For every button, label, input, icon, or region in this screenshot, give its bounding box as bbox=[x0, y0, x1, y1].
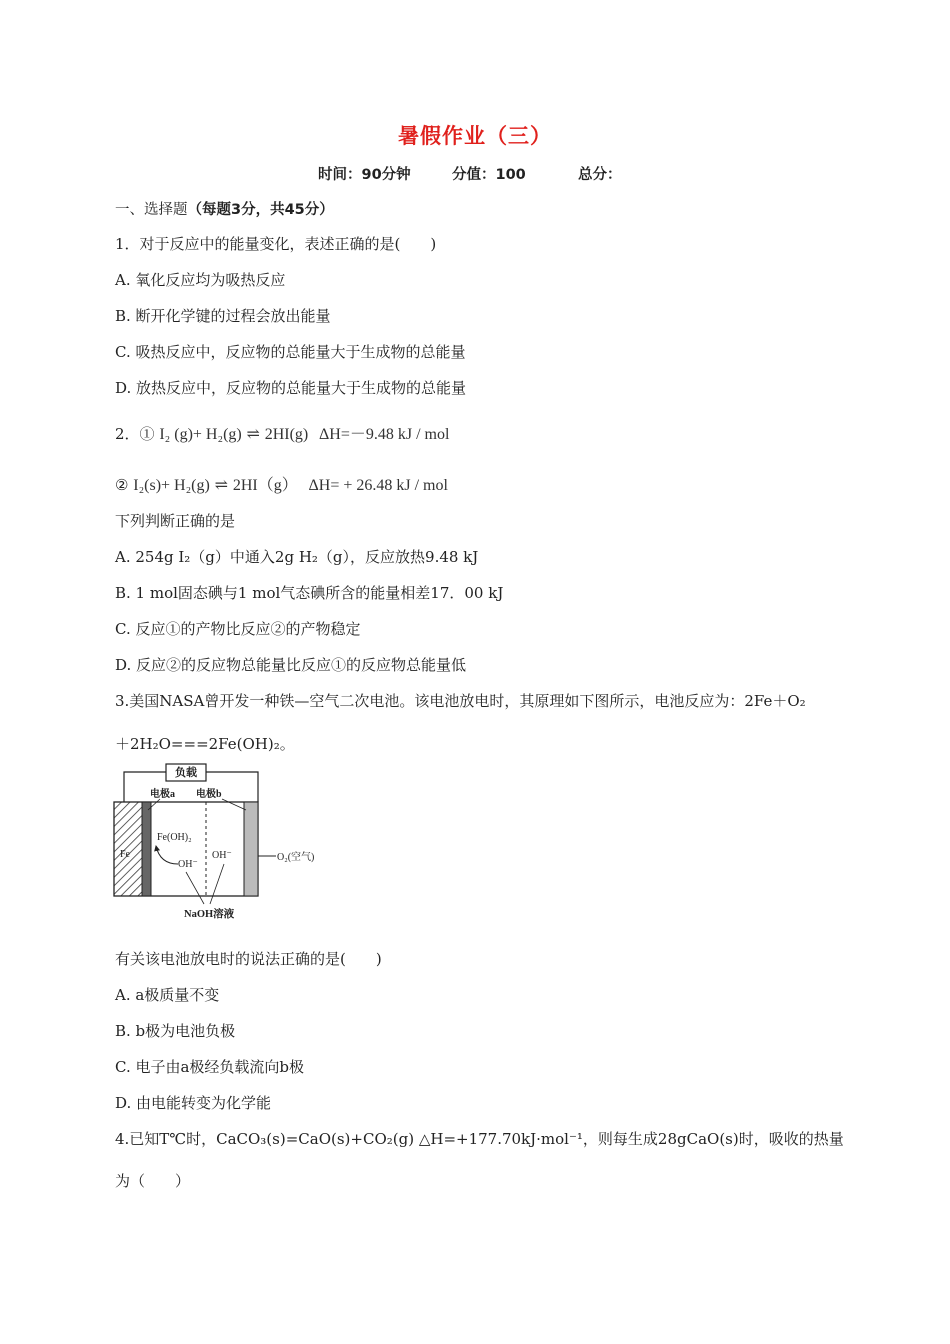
oh-left-label: OH⁻ bbox=[178, 859, 198, 870]
q1-option-b: B. 断开化学键的过程会放出能量 bbox=[115, 307, 331, 325]
q3-option-d: D. 由电能转变为化学能 bbox=[115, 1094, 272, 1112]
q2-ask: 下列判断正确的是 bbox=[115, 512, 236, 530]
eq1-reactants: I₂ (g)+ H₂(g) bbox=[159, 426, 242, 443]
q1-option-c: C. 吸热反应中，反应物的总能量大于生成物的总能量 bbox=[115, 343, 466, 361]
o2-label: O₂(空气) bbox=[277, 852, 315, 863]
q3-stem-line-2: ＋2H₂O===2Fe(OH)₂。 bbox=[115, 735, 295, 753]
eq1-product: 2HI(g) bbox=[264, 426, 309, 443]
electrode-b-label: 电极b bbox=[196, 789, 222, 800]
fe-label: Fe bbox=[120, 849, 130, 860]
feoh2-layer bbox=[142, 802, 151, 896]
section-note: （每题3分，共45分） bbox=[187, 202, 334, 218]
oh-right-label: OH⁻ bbox=[212, 850, 232, 861]
eq2-delta-h: ΔH= + 26.48 kJ / mol bbox=[308, 477, 448, 494]
eq2-reactants: I₂(s)+ H₂(g) bbox=[133, 477, 210, 494]
q3-option-b: B. b极为电池负极 bbox=[115, 1022, 236, 1040]
q3-ask: 有关该电池放电时的说法正确的是( ) bbox=[115, 950, 382, 968]
q4-stem-line-1: 4.已知T℃时，CaCO₃(s)=CaO(s)+CO₂(g) △H=+177.70kJ·mol⁻¹，则每生成28gCaO(s)时，吸收的热量 bbox=[115, 1130, 844, 1148]
q1-stem: 1．对于反应中的能量变化，表述正确的是( ) bbox=[115, 235, 437, 253]
page-title: 暑假作业（三） bbox=[398, 124, 552, 148]
eq2-product: 2HI（g） bbox=[232, 477, 298, 494]
total-label: 总分： bbox=[578, 167, 622, 183]
q2-mark-1: ① bbox=[139, 425, 155, 443]
time-label: 时间：90分钟 bbox=[318, 167, 411, 183]
eq2-arrow: ⇌ bbox=[214, 477, 229, 494]
q2-option-d: D. 反应②的反应物总能量比反应①的反应物总能量低 bbox=[115, 656, 467, 674]
eq1-delta-h: ΔH=－9.48 kJ / mol bbox=[319, 426, 450, 443]
q2-option-b: B. 1 mol固态碘与1 mol气态碘所含的能量相差17．00 kJ bbox=[115, 584, 504, 602]
score-label: 分值：100 bbox=[452, 167, 526, 183]
q3-stem-line-1: 3.美国NASA曾开发一种铁—空气二次电池。该电池放电时，其原理如下图所示，电池反应为：2Fe＋O₂ bbox=[115, 692, 806, 710]
q2-equation-1 bbox=[115, 421, 449, 444]
q2-mark-2: ② bbox=[115, 476, 129, 494]
electrode-a-label: 电极a bbox=[150, 789, 175, 800]
load-label: 负载 bbox=[175, 767, 197, 779]
eq1-arrow: ⇌ bbox=[246, 426, 260, 443]
battery-diagram bbox=[112, 760, 322, 920]
q3-option-c: C. 电子由a极经负载流向b极 bbox=[115, 1058, 305, 1076]
q4-stem-line-2: 为（ ） bbox=[115, 1172, 191, 1190]
naoh-label: NaOH溶液 bbox=[184, 909, 235, 920]
q2-option-a: A. 254g I₂（g）中通入2g H₂（g），反应放热9.48 kJ bbox=[115, 548, 479, 566]
section-heading bbox=[115, 198, 334, 219]
q3-option-a: A. a极质量不变 bbox=[115, 986, 220, 1004]
section-prefix: 一、选择题 bbox=[115, 202, 188, 218]
q2-equation-2 bbox=[115, 472, 448, 495]
q1-option-d: D. 放热反应中，反应物的总能量大于生成物的总能量 bbox=[115, 379, 467, 397]
feoh2-label: Fe(OH)₂ bbox=[157, 832, 192, 843]
q2-option-c: C. 反应①的产物比反应②的产物稳定 bbox=[115, 620, 361, 638]
electrode-b bbox=[244, 802, 258, 896]
q1-option-a: A. 氧化反应均为吸热反应 bbox=[115, 271, 286, 289]
q2-number: 2． bbox=[115, 425, 140, 443]
